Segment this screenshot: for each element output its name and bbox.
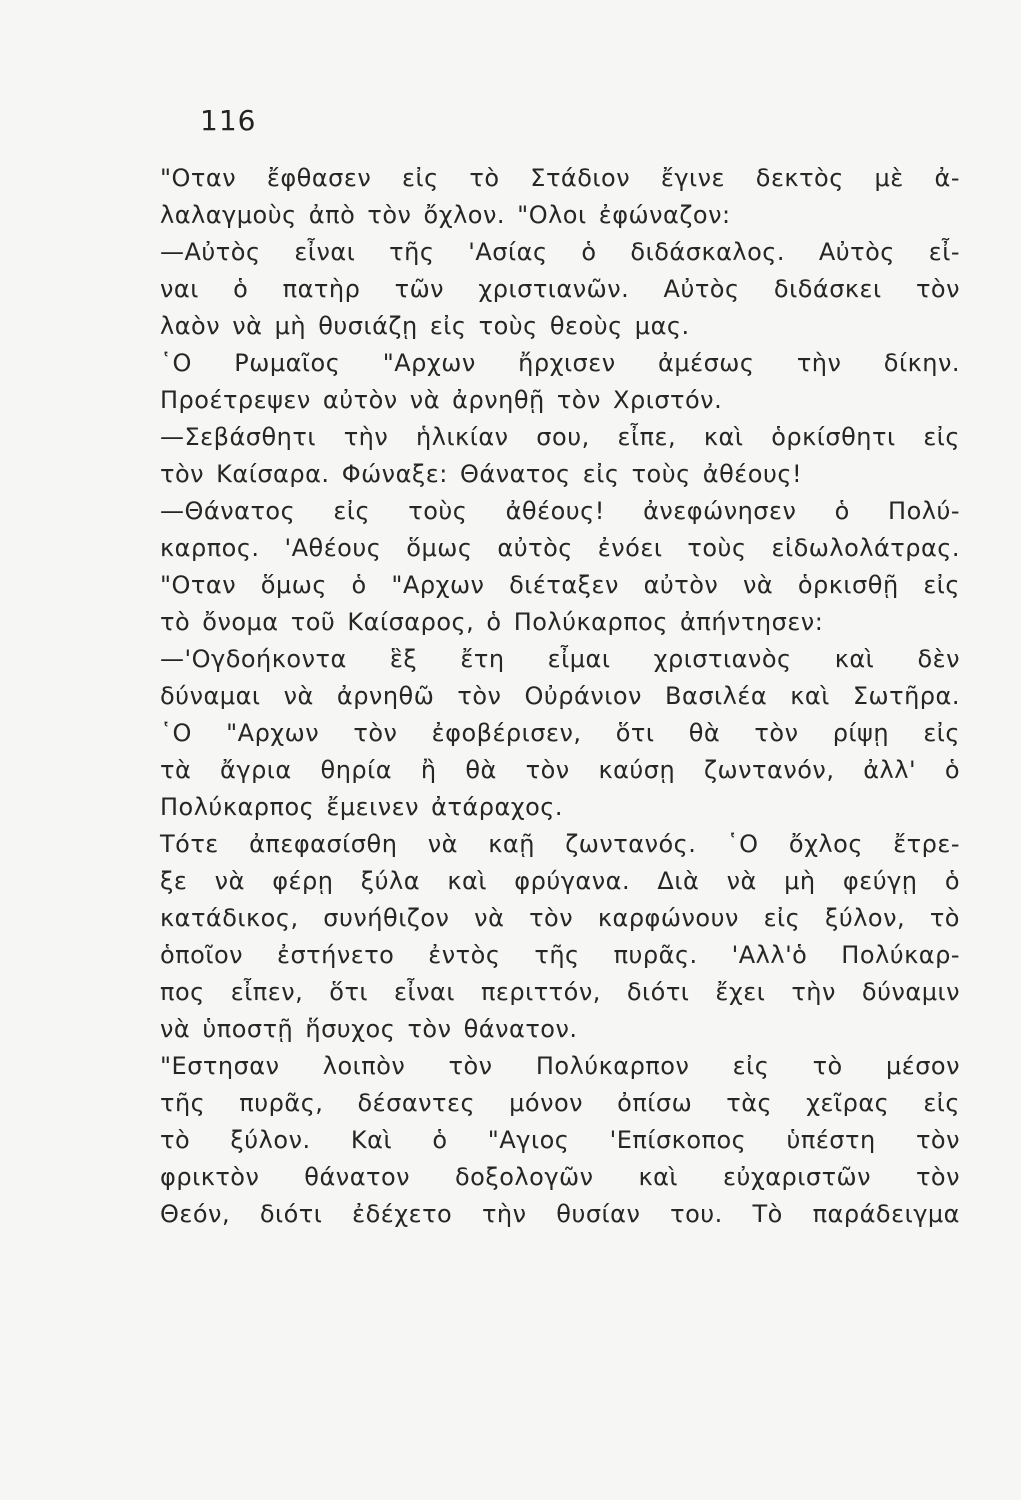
text-line: τὰ ἄγρια θηρία ἢ θὰ τὸν καύσῃ ζωντανόν, ἀλλ' ὁ [160, 756, 960, 784]
text-line: "Οταν ὅμως ὁ "Αρχων διέταξεν αὐτὸν νὰ ὁρκισθῇ εἰς [160, 571, 960, 599]
text-line: "Οταν ἔφθασεν εἰς τὸ Στάδιον ἔγινε δεκτὸς μὲ ἀ- [160, 164, 960, 192]
text-line: ὁποῖον ἐστήνετο ἐντὸς τῆς πυρᾶς. 'Αλλ'ὁ Πολύκαρ- [160, 941, 960, 969]
text-line: τὸν Καίσαρα. Φώναξε: Θάνατος εἰς τοὺς ἀθέους! [160, 460, 803, 488]
text-line: "Εστησαν λοιπὸν τὸν Πολύκαρπον εἰς τὸ μέσον [160, 1052, 960, 1080]
text-line: φρικτὸν θάνατον δοξολογῶν καὶ εὐχαριστῶν τὸν [160, 1163, 960, 1191]
text-line: Θεόν, διότι ἐδέχετο τὴν θυσίαν του. Τὸ παράδειγμα [160, 1200, 960, 1228]
body-text [160, 160, 960, 1233]
text-line: —Σεβάσθητι τὴν ἡλικίαν σου, εἶπε, καὶ ὁρκίσθητι εἰς [160, 423, 960, 451]
text-line: λαὸν νὰ μὴ θυσιάζῃ εἰς τοὺς θεοὺς μας. [160, 312, 690, 340]
text-line: ῾Ο Ρωμαῖος "Αρχων ἤρχισεν ἀμέσως τὴν δίκην. [160, 349, 960, 377]
text-line: Πολύκαρπος ἔμεινεν ἀτάραχος. [160, 793, 564, 821]
page-number: 116 [200, 104, 257, 137]
text-line: λαλαγμοὺς ἀπὸ τὸν ὄχλον. "Ολοι ἐφώναζον: [160, 201, 731, 229]
text-line: —'Ογδοήκοντα ἓξ ἔτη εἶμαι χριστιανὸς καὶ δὲν [160, 645, 960, 673]
text-line: —Αὐτὸς εἶναι τῆς 'Ασίας ὁ διδάσκαλος. Αὐτὸς εἶ- [160, 238, 960, 266]
text-line: τὸ ξύλον. Καὶ ὁ "Αγιος 'Επίσκοπος ὑπέστη τὸν [160, 1126, 960, 1154]
text-line: ναι ὁ πατὴρ τῶν χριστιανῶν. Αὐτὸς διδάσκει τὸν [160, 275, 960, 303]
text-line: δύναμαι νὰ ἀρνηθῶ τὸν Οὐράνιον Βασιλέα καὶ Σωτῆρα. [160, 682, 960, 710]
text-line: ῾Ο "Αρχων τὸν ἐφοβέρισεν, ὅτι θὰ τὸν ρίψῃ εἰς [160, 719, 960, 747]
text-line: τὸ ὄνομα τοῦ Καίσαρος, ὁ Πολύκαρπος ἀπήντησεν: [160, 608, 824, 636]
text-line: Τότε ἀπεφασίσθη νὰ καῇ ζωντανός. ῾Ο ὄχλος ἔτρε- [160, 830, 960, 858]
text-line: νὰ ὑποστῇ ἥσυχος τὸν θάνατον. [160, 1015, 578, 1043]
text-line: καρπος. 'Αθέους ὅμως αὐτὸς ἐνόει τοὺς εἰδωλολάτρας. [160, 534, 960, 562]
text-line: ξε νὰ φέρῃ ξύλα καὶ φρύγανα. Διὰ νὰ μὴ φεύγῃ ὁ [160, 867, 960, 895]
text-line: κατάδικος, συνήθιζον νὰ τὸν καρφώνουν εἰς ξύλον, τὸ [160, 904, 960, 932]
text-line: Προέτρεψεν αὐτὸν νὰ ἀρνηθῇ τὸν Χριστόν. [160, 386, 723, 414]
text-line: τῆς πυρᾶς, δέσαντες μόνον ὀπίσω τὰς χεῖρας εἰς [160, 1089, 960, 1117]
text-line: πος εἶπεν, ὅτι εἶναι περιττόν, διότι ἔχει τὴν δύναμιν [160, 978, 960, 1006]
text-line: —Θάνατος εἰς τοὺς ἀθέους! ἀνεφώνησεν ὁ Πολύ- [160, 497, 960, 525]
